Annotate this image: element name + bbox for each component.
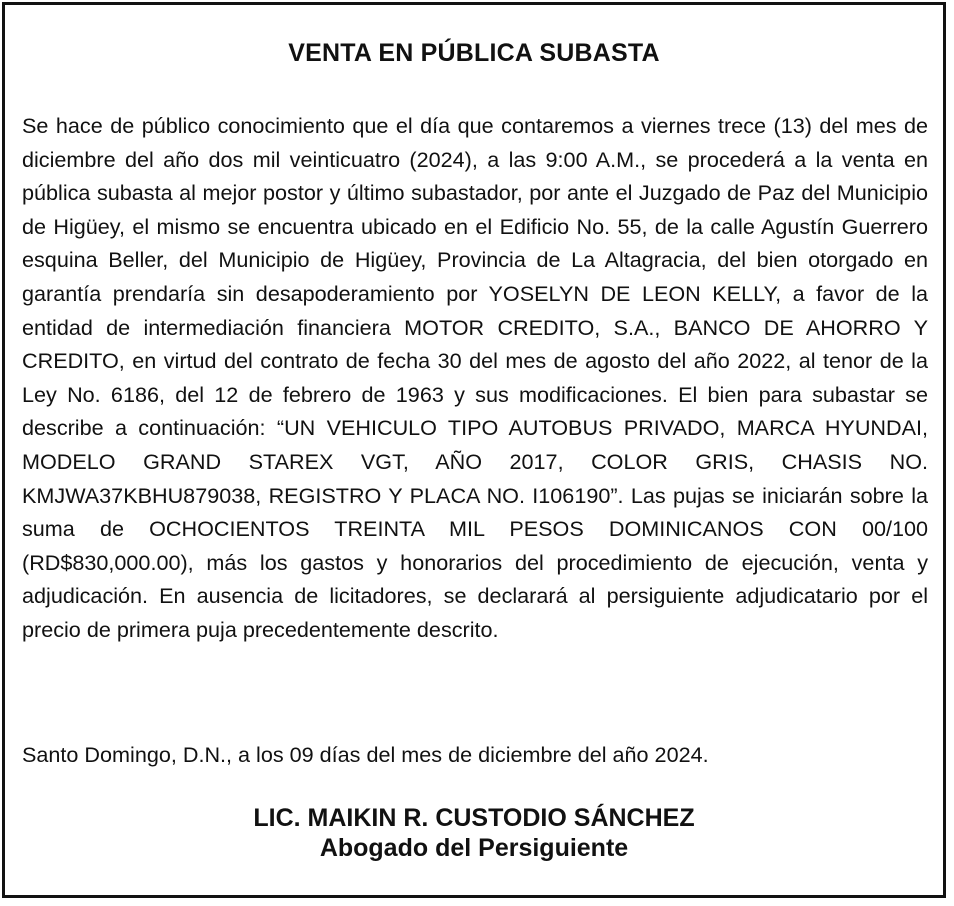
signatory-role: Abogado del Persiguiente	[319, 834, 629, 862]
notice-date-line: Santo Domingo, D.N., a los 09 días del mes de diciembre del año 2024.	[22, 742, 709, 767]
signature-block	[5, 803, 943, 863]
signatory-name: LIC. MAIKIN R. CUSTODIO SÁNCHEZ	[253, 804, 695, 832]
notice-body: Se hace de público conocimiento que el día que contaremos a viernes trece (13) del mes de diciembre del año dos mil veinticuatro (2024), a las 9:00 A.M., se procederá a la venta en pública subasta al mejor postor y último subastador, por ante el Juzgado de Paz del Municipio de Higüey, el mismo se encuentra ubicado en el Edificio No. 55, de la calle Agustín Guerrero esquina Beller, del Municipio de Higüey, Provincia de La Altagracia, del bien otorgado en garantía prendaría sin desapoderamiento por YOSELYN DE LEON KELLY, a favor de la entidad de intermediación financiera MOTOR CREDITO, S.A., BANCO DE AHORRO Y CREDITO, en virtud del contrato de fecha 30 del mes de agosto del año 2022, al tenor de la Ley No. 6186, del 12 de febrero de 1963 y sus modificaciones. El bien para subastar se describe a continuación: “UN VEHICULO TIPO AUTOBUS PRIVADO, MARCA HYUNDAI, MODELO GRAND STAREX VGT, AÑO 2017, COLOR GRIS, CHASIS NO. KMJWA37KBHU879038, REGISTRO Y PLACA NO. I106190”. Las pujas se iniciarán sobre la suma de OCHOCIENTOS TREINTA MIL PESOS DOMINICANOS CON 00/100 (RD$830,000.00), más los gastos y honorarios del procedimiento de ejecución, venta y adjudicación. En ausencia de licitadores, se declarará al persiguiente adjudicatario por el precio de primera puja precedentemente descrito.	[22, 113, 928, 642]
notice-title: VENTA EN PÚBLICA SUBASTA	[288, 39, 660, 67]
legal-notice-box	[2, 2, 946, 898]
